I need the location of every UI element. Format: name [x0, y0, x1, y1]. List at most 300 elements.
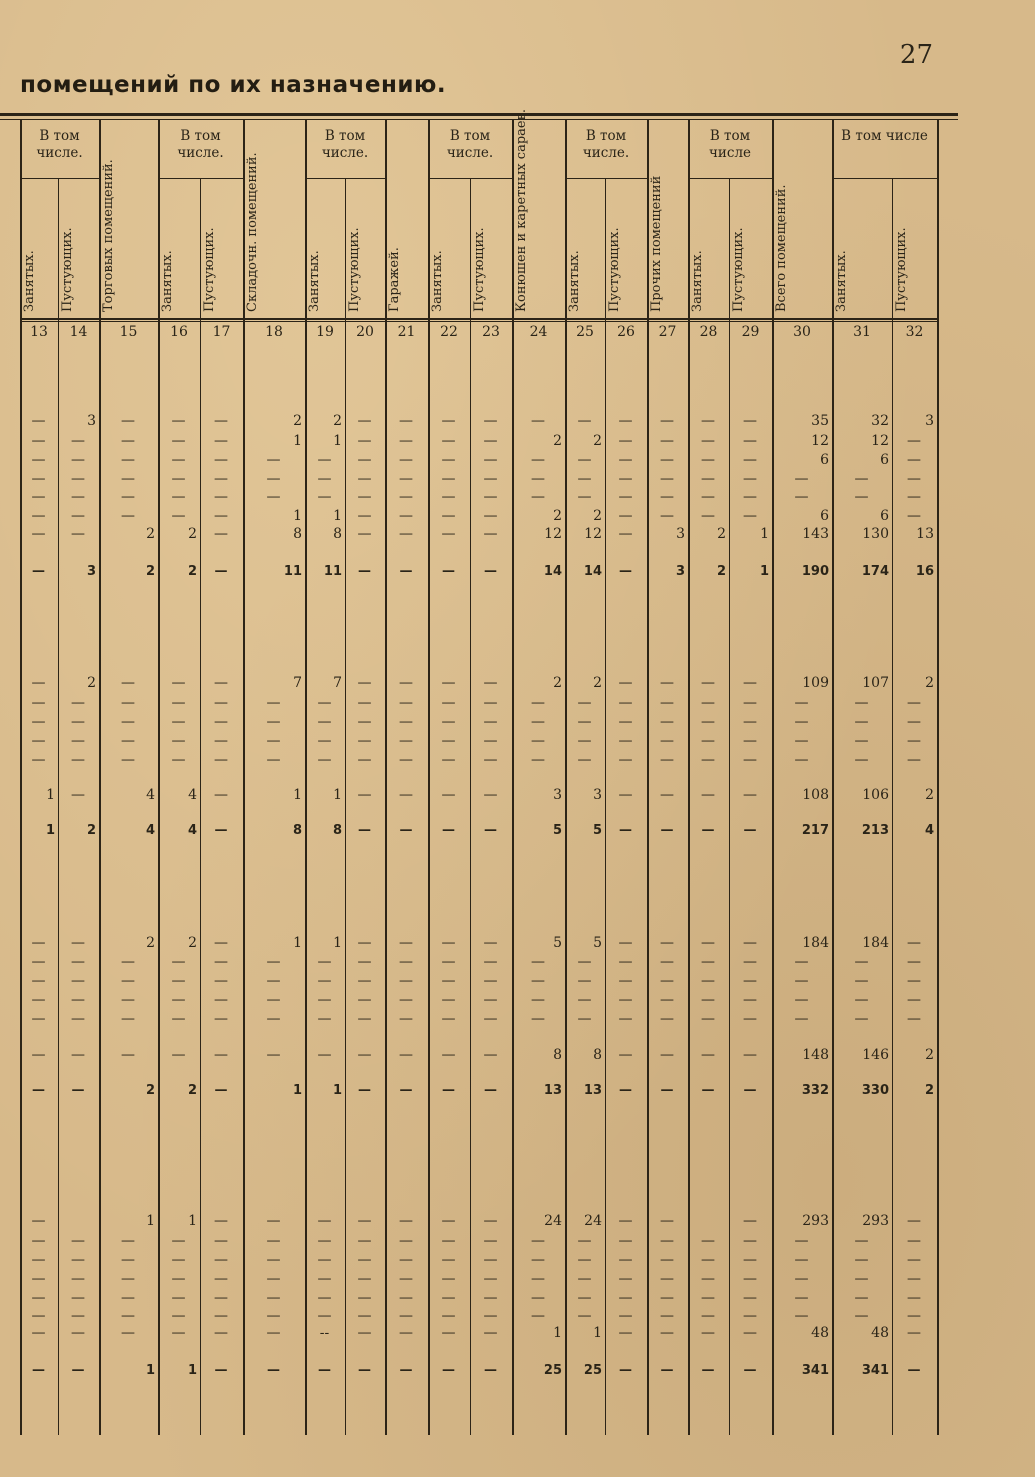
table-cell: —: [483, 1290, 498, 1306]
column-number: 14: [69, 324, 88, 340]
table-cell: —: [483, 695, 498, 711]
table-cell: —: [618, 1325, 633, 1341]
column-header: Гаражей.: [387, 247, 402, 312]
table-cell: —: [743, 787, 757, 803]
table-cell: —: [441, 1233, 456, 1249]
table-cell: 48: [871, 1325, 889, 1341]
table-cell: 341: [861, 1363, 889, 1378]
table-cell: 6: [880, 452, 889, 468]
column-number: 27: [658, 324, 677, 340]
table-cell: —: [441, 787, 456, 803]
table-cell: —: [701, 471, 715, 487]
table-cell: 109: [802, 675, 829, 691]
table-cell: —: [483, 935, 498, 951]
group-subheader-rule: [20, 178, 99, 179]
header-bottom-rule: [20, 318, 938, 320]
table-cell: 2: [924, 1083, 934, 1098]
table-cell: —: [907, 452, 921, 468]
table-cell: —: [399, 675, 413, 691]
table-cell: 217: [801, 823, 829, 838]
table-cell: —: [483, 508, 498, 524]
table-cell: 2: [188, 526, 197, 542]
table-cell: —: [907, 1325, 921, 1341]
table-cell: 2: [553, 508, 562, 524]
table-cell: —: [214, 1325, 228, 1341]
table-cell: —: [577, 954, 592, 970]
table-cell: —: [577, 752, 592, 768]
table-cell: —: [577, 1252, 592, 1268]
table-cell: 2: [925, 1047, 934, 1063]
table-cell: 4: [924, 823, 934, 838]
table-cell: —: [660, 695, 674, 711]
column-header: Прочих помещений: [649, 175, 664, 312]
table-cell: —: [357, 752, 372, 768]
table-cell: —: [71, 1083, 85, 1098]
table-cell: —: [442, 564, 455, 579]
table-cell: 5: [552, 823, 562, 838]
table-cell: —: [31, 954, 46, 970]
table-cell: —: [214, 1252, 228, 1268]
table-cell: —: [317, 1233, 332, 1249]
table-cell: 1: [593, 1325, 602, 1341]
table-cell: —: [701, 1011, 715, 1027]
table-cell: —: [854, 695, 869, 711]
table-cell: —: [266, 695, 281, 711]
table-cell: —: [214, 954, 228, 970]
table-cell: —: [441, 935, 456, 951]
table-cell: —: [31, 1011, 46, 1027]
table-cell: —: [317, 1271, 332, 1287]
table-cell: 330: [861, 1083, 889, 1098]
table-cell: —: [907, 1308, 921, 1324]
table-cell: —: [121, 714, 135, 730]
table-cell: —: [701, 675, 715, 691]
table-cell: —: [266, 733, 281, 749]
table-cell: —: [907, 1363, 921, 1378]
table-cell: —: [31, 992, 46, 1008]
table-cell: —: [701, 992, 715, 1008]
table-cell: —: [484, 1363, 497, 1378]
table-cell: —: [71, 1325, 85, 1341]
table-cell: 2: [188, 935, 197, 951]
table-cell: —: [31, 452, 46, 468]
table-cell: —: [577, 714, 592, 730]
column-number-rule: [20, 321, 938, 322]
table-cell: —: [399, 1271, 413, 1287]
table-cell: —: [266, 1325, 281, 1341]
table-cell: 6: [880, 508, 889, 524]
table-cell: —: [441, 433, 456, 449]
table-cell: —: [701, 433, 715, 449]
table-cell: —: [854, 714, 869, 730]
table-cell: —: [214, 823, 228, 838]
table-cell: —: [171, 1047, 186, 1063]
table-cell: —: [214, 1363, 228, 1378]
column-divider: [729, 178, 730, 1435]
table-cell: —: [743, 1325, 757, 1341]
table-cell: —: [743, 1363, 757, 1378]
table-cell: —: [531, 1308, 545, 1324]
table-cell: 4: [146, 787, 155, 803]
table-cell: —: [701, 823, 715, 838]
table-cell: —: [577, 413, 592, 429]
table-cell: —: [483, 1308, 498, 1324]
table-cell: —: [171, 489, 186, 505]
table-cell: —: [701, 973, 715, 989]
table-cell: —: [618, 752, 633, 768]
column-header: Пустующих.: [894, 227, 909, 312]
column-number: 28: [699, 324, 718, 340]
table-cell: —: [357, 1290, 372, 1306]
table-cell: —: [266, 714, 281, 730]
table-cell: —: [743, 675, 757, 691]
table-cell: —: [358, 1363, 371, 1378]
group-subheader-rule: [832, 178, 937, 179]
table-cell: —: [531, 733, 545, 749]
table-cell: 1: [145, 1363, 155, 1378]
table-cell: —: [214, 714, 228, 730]
table-cell: —: [577, 1290, 592, 1306]
table-cell: —: [357, 1308, 372, 1324]
table-cell: —: [171, 433, 186, 449]
table-cell: 143: [802, 526, 829, 542]
table-cell: —: [317, 695, 332, 711]
table-cell: —: [357, 526, 372, 542]
table-cell: 8: [333, 526, 342, 542]
table-cell: —: [794, 1011, 809, 1027]
column-header: Занятых.: [160, 250, 175, 312]
table-cell: —: [71, 973, 85, 989]
table-cell: —: [854, 1308, 869, 1324]
table-cell: —: [31, 675, 46, 691]
table-cell: —: [441, 413, 456, 429]
table-cell: 1: [292, 1083, 302, 1098]
table-cell: —: [483, 413, 498, 429]
column-header: Занятых.: [690, 250, 705, 312]
table-cell: —: [531, 714, 545, 730]
table-cell: —: [743, 1252, 757, 1268]
table-cell: —: [399, 1252, 413, 1268]
table-cell: —: [31, 508, 46, 524]
table-cell: —: [171, 452, 186, 468]
table-cell: —: [660, 973, 674, 989]
table-cell: —: [214, 413, 228, 429]
table-cell: —: [317, 471, 332, 487]
table-cell: —: [794, 733, 809, 749]
group-subheader-rule: [428, 178, 512, 179]
table-cell: 32: [871, 413, 889, 429]
table-cell: —: [31, 1308, 46, 1324]
table-cell: —: [907, 714, 921, 730]
table-cell: —: [442, 1083, 455, 1098]
table-cell: —: [71, 1363, 85, 1378]
table-cell: 11: [323, 564, 342, 579]
table-cell: —: [214, 675, 228, 691]
table-cell: 8: [553, 1047, 562, 1063]
table-cell: —: [31, 1213, 46, 1229]
table-cell: —: [701, 935, 715, 951]
table-cell: —: [441, 733, 456, 749]
table-cell: —: [660, 433, 674, 449]
table-cell: 24: [544, 1213, 562, 1229]
table-cell: 1: [46, 787, 55, 803]
table-cell: —: [121, 1325, 135, 1341]
table-cell: —: [399, 526, 413, 542]
table-cell: 1: [188, 1213, 197, 1229]
table-cell: —: [71, 935, 85, 951]
table-cell: 13: [543, 1083, 562, 1098]
table-cell: —: [214, 471, 228, 487]
table-cell: —: [743, 823, 757, 838]
table-cell: —: [266, 954, 281, 970]
column-header: Пустующих.: [347, 227, 362, 312]
table-cell: —: [907, 1271, 921, 1287]
table-cell: —: [357, 1047, 372, 1063]
table-cell: —: [907, 1233, 921, 1249]
table-cell: —: [399, 973, 413, 989]
group-label: В том числе.: [36, 128, 83, 161]
column-number: 23: [482, 324, 500, 340]
table-cell: —: [483, 433, 498, 449]
table-cell: 1: [332, 1083, 342, 1098]
table-cell: —: [399, 508, 413, 524]
table-cell: —: [357, 489, 372, 505]
table-cell: —: [854, 1011, 869, 1027]
table-cell: —: [743, 1271, 757, 1287]
table-cell: —: [794, 1252, 809, 1268]
table-cell: —: [619, 564, 632, 579]
table-cell: —: [743, 954, 757, 970]
column-header: Пустующих.: [60, 227, 75, 312]
table-cell: —: [743, 973, 757, 989]
table-cell: —: [618, 526, 633, 542]
table-cell: —: [399, 1308, 413, 1324]
table-cell: —: [266, 992, 281, 1008]
table-cell: —: [701, 695, 715, 711]
table-cell: —: [121, 1290, 135, 1306]
table-cell: —: [531, 1271, 545, 1287]
table-cell: —: [214, 695, 228, 711]
table-cell: —: [660, 954, 674, 970]
table-cell: —: [71, 1308, 85, 1324]
table-cell: —: [317, 752, 332, 768]
table-cell: 6: [820, 508, 829, 524]
table-cell: —: [794, 954, 809, 970]
table-cell: —: [317, 1213, 332, 1229]
table-cell: —: [854, 1233, 869, 1249]
table-cell: —: [794, 973, 809, 989]
table-cell: —: [171, 1308, 186, 1324]
table-cell: —: [121, 733, 135, 749]
table-cell: —: [214, 1011, 228, 1027]
table-cell: —: [358, 564, 371, 579]
table-cell: —: [71, 471, 85, 487]
table-cell: 107: [862, 675, 889, 691]
table-cell: —: [358, 1083, 371, 1098]
table-cell: —: [854, 1252, 869, 1268]
table-cell: 1: [293, 787, 302, 803]
column-number: 18: [265, 324, 283, 340]
column-number: 26: [617, 324, 635, 340]
table-cell: —: [483, 526, 498, 542]
table-cell: 2: [145, 564, 155, 579]
table-cell: —: [317, 452, 332, 468]
column-number: 13: [30, 324, 48, 340]
table-cell: 1: [333, 508, 342, 524]
column-header: Складочн. помещений.: [245, 152, 260, 312]
column-header: Пустующих.: [607, 227, 622, 312]
table-cell: —: [317, 992, 332, 1008]
table-cell: 146: [862, 1047, 889, 1063]
table-cell: —: [660, 675, 674, 691]
column-number: 20: [356, 324, 374, 340]
table-cell: 5: [592, 823, 602, 838]
table-cell: —: [618, 973, 633, 989]
table-cell: 2: [293, 413, 302, 429]
table-cell: —: [357, 935, 372, 951]
table-cell: —: [317, 1047, 332, 1063]
table-cell: 8: [593, 1047, 602, 1063]
column-header: Пустующих.: [202, 227, 217, 312]
table-cell: —: [743, 733, 757, 749]
column-number: 22: [440, 324, 458, 340]
table-cell: —: [32, 564, 45, 579]
table-cell: —: [577, 1233, 592, 1249]
table-cell: —: [266, 1271, 281, 1287]
table-cell: —: [484, 823, 497, 838]
table-cell: —: [619, 1363, 632, 1378]
table-cell: —: [907, 935, 921, 951]
table-cell: —: [267, 1363, 280, 1378]
table-cell: —: [794, 695, 809, 711]
column-header: Пустующих.: [731, 227, 746, 312]
table-cell: —: [701, 954, 715, 970]
table-cell: —: [743, 489, 757, 505]
table-cell: —: [171, 752, 186, 768]
table-cell: 2: [187, 564, 197, 579]
table-cell: —: [32, 1363, 45, 1378]
table-cell: 1: [187, 1363, 197, 1378]
table-cell: —: [618, 433, 633, 449]
table-cell: 1: [760, 526, 769, 542]
group-label: В том числе.: [446, 128, 494, 161]
table-cell: —: [357, 433, 372, 449]
table-cell: —: [441, 526, 456, 542]
table-cell: —: [399, 823, 413, 838]
table-cell: —: [483, 714, 498, 730]
table-cell: —: [71, 1252, 85, 1268]
table-cell: 293: [862, 1213, 889, 1229]
table-cell: —: [441, 675, 456, 691]
table-cell: —: [618, 695, 633, 711]
table-cell: —: [907, 1011, 921, 1027]
table-cell: —: [483, 752, 498, 768]
column-header: Занятых.: [567, 250, 582, 312]
table-cell: 2: [716, 564, 726, 579]
table-cell: —: [121, 1308, 135, 1324]
table-cell: —: [121, 954, 135, 970]
table-cell: —: [214, 733, 228, 749]
table-cell: 12: [871, 433, 889, 449]
table-cell: —: [357, 1233, 372, 1249]
table-cell: —: [483, 452, 498, 468]
table-cell: —: [266, 1213, 281, 1229]
table-cell: —: [794, 1233, 809, 1249]
table-cell: 2: [86, 823, 96, 838]
table-cell: —: [71, 1233, 85, 1249]
table-cell: —: [660, 413, 674, 429]
table-cell: —: [743, 752, 757, 768]
table-cell: —: [121, 675, 135, 691]
table-cell: —: [171, 1271, 186, 1287]
table-cell: —: [441, 508, 456, 524]
table-cell: —: [214, 433, 228, 449]
table-cell: —: [743, 695, 757, 711]
table-cell: —: [660, 823, 674, 838]
table-cell: —: [121, 1047, 135, 1063]
table-cell: —: [854, 954, 869, 970]
table-cell: —: [266, 973, 281, 989]
table-cell: —: [660, 1213, 674, 1229]
table-cell: 8: [292, 823, 302, 838]
table-cell: —: [441, 1252, 456, 1268]
table-cell: —: [618, 1213, 633, 1229]
table-cell: —: [71, 433, 85, 449]
table-cell: —: [907, 489, 921, 505]
table-cell: —: [743, 1083, 757, 1098]
table-cell: —: [121, 973, 135, 989]
table-cell: —: [743, 1047, 757, 1063]
table-cell: 2: [87, 675, 96, 691]
table-cell: —: [31, 471, 46, 487]
table-cell: —: [701, 1363, 715, 1378]
table-cell: —: [577, 1011, 592, 1027]
table-cell: —: [701, 413, 715, 429]
table-cell: —: [743, 1233, 757, 1249]
column-number: 29: [741, 324, 760, 340]
table-cell: —: [618, 935, 633, 951]
table-cell: —: [531, 1011, 545, 1027]
table-cell: 1: [293, 935, 302, 951]
table-cell: 130: [862, 526, 889, 542]
table-cell: —: [399, 992, 413, 1008]
table-cell: —: [483, 1252, 498, 1268]
column-number: 24: [529, 324, 548, 340]
table-cell: 35: [811, 413, 829, 429]
table-cell: 2: [925, 787, 934, 803]
table-cell: —: [399, 489, 413, 505]
table-cell: —: [618, 1252, 633, 1268]
table-cell: 1: [553, 1325, 562, 1341]
table-cell: —: [358, 823, 371, 838]
table-cell: —: [794, 1290, 809, 1306]
table-cell: —: [660, 1290, 674, 1306]
table-cell: —: [317, 1290, 332, 1306]
table-cell: 12: [811, 433, 829, 449]
table-cell: 2: [333, 413, 342, 429]
table-cell: —: [907, 695, 921, 711]
table-cell: —: [483, 1325, 498, 1341]
table-cell: —: [794, 714, 809, 730]
table-cell: —: [357, 471, 372, 487]
table-cell: —: [171, 954, 186, 970]
table-cell: 1: [146, 1213, 155, 1229]
table-cell: —: [32, 1083, 45, 1098]
table-cell: —: [577, 992, 592, 1008]
table-cell: —: [619, 823, 632, 838]
table-cell: —: [854, 471, 869, 487]
table-cell: 2: [593, 675, 602, 691]
